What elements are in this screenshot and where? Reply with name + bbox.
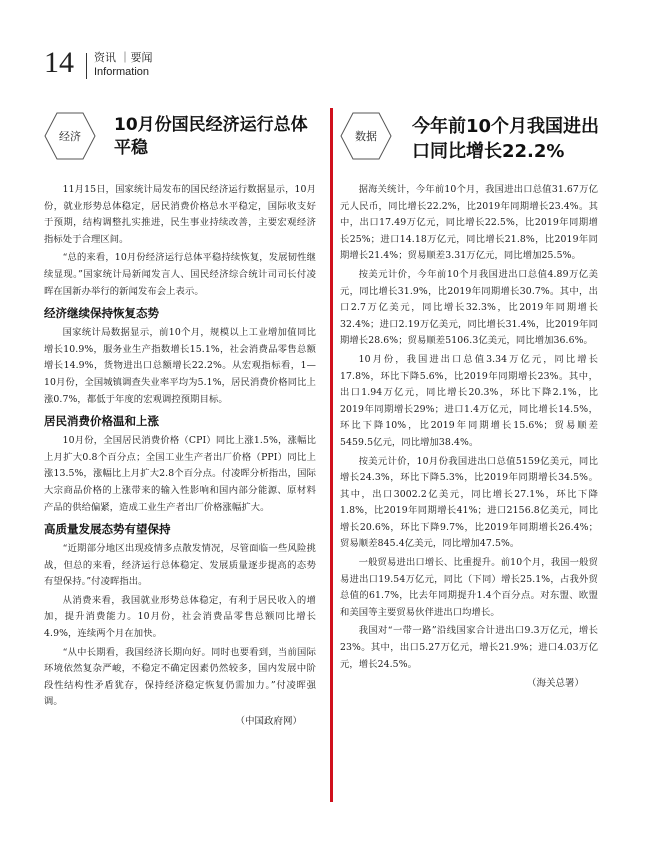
paragraph: “从中长期看，我国经济长期向好。同时也要看到，当前国际环境依然复杂严峻，不稳定不确定因素仍然较多，国内发展中阶段性结构性矛盾犹存，保持经济稳定恢复仍需加力。”付凌晖强调。 — [44, 646, 316, 708]
article-trade-data — [340, 110, 600, 690]
article-economy — [44, 110, 316, 728]
section-heading: 经济继续保持恢复态势 — [44, 306, 159, 321]
paragraph: “近期部分地区出现疫情多点散发情况，尽管面临一些风险挑战，但总的来看，经济运行总体稳定、发展质量逐步提高的态势有望保持。”付凌晖指出。 — [44, 543, 316, 588]
paragraph: 10月份，全国居民消费价格（CPI）同比上涨1.5%，涨幅比上月扩大0.8个百分点；全国工业生产者出厂价格（PPI）同比上涨13.5%，涨幅比上月扩大2.8个百分点。付凌晖分析指出，国际大宗商品价格的上涨带来的输入性影响和国内部分能源、原材料产品的供给偏紧，造成工业生产者出厂价格涨幅扩大。 — [44, 435, 316, 513]
paragraph: “总的来看，10月份经济运行总体平稳持续恢复，发展韧性继续显现。”国家统计局新闻发言人、国民经济综合统计司司长付凌晖在国新办举行的新闻发布会上表示。 — [44, 252, 316, 297]
category-tag: 数据 — [355, 130, 377, 143]
article-title-block — [44, 110, 316, 176]
article-title-block — [340, 110, 598, 176]
paragraph: 据海关统计，今年前10个月，我国进出口总值31.67万亿元人民币，同比增长22.2%，比2019年同期增长23.4%。其中，出口17.49万亿元，同比增长22.5%，比2019年同期增长25%；进口14.18万亿元，同比增长21.8%，比2019年同期增长21.4%；贸易顺差3.31万亿元，同比增加25.5%。 — [340, 184, 598, 262]
paragraph: 一般贸易进出口增长、比重提升。前10个月，我国一般贸易进出口19.54万亿元，同比（下同）增长25.1%，占我外贸总值的61.7%，比去年同期提升1.4个百分点。对东盟、欧盟和美国等主要贸易伙伴进出口均增长。 — [340, 557, 598, 618]
section-label-cn: 资讯 ｜要闻 — [94, 51, 153, 64]
article-title: 今年前10个月我国进出口同比增长22.2% — [412, 116, 600, 162]
article-title: 10月份国民经济运行总体平稳 — [114, 115, 308, 158]
paragraph: 我国对“一带一路”沿线国家合计进出口9.3万亿元，增长23%。其中，出口5.27万亿元，增长21.9%；进口4.03万亿元，增长24.5%。 — [340, 625, 598, 670]
paragraph: 按美元计价，10月份我国进出口总值5159亿美元，同比增长24.3%，环比下降5.3%，比2019年同期增长34.5%。其中，出口3002.2亿美元，同比增长27.1%，环比下降1.8%，比2019年同期增长41%；进口2156.8亿美元，同比增长20.6%，环比下降9.7%，比2019年同期增长26.4%；贸易顺差845.4亿美元，同比增加47.5%。 — [340, 455, 598, 550]
paragraph: 11月15日，国家统计局发布的国民经济运行数据显示，10月份，就业形势总体稳定，居民消费价格总水平稳定，国际收支好于预期，结构调整扎实推进，民生事业持续改善，主要宏观经济指标处于合理区间。 — [44, 184, 316, 245]
page-number: 14 — [44, 46, 74, 79]
paragraph: 按美元计价，今年前10个月我国进出口总值4.89万亿美元，同比增长31.9%，比2019年同期增长30.7%。其中，出口2.7万亿美元，同比增长32.3%，比2019年同期增长32.4%；进口2.19万亿美元，同比增长31.4%，比2019年同期增长28.6%；贸易顺差5106.3亿美元，同比增加36.6%。 — [340, 268, 598, 347]
header-divider — [86, 53, 87, 79]
article-source: （中国政府网） — [235, 716, 302, 728]
article-body — [44, 182, 316, 727]
article-body — [340, 182, 598, 689]
paragraph: 从消费来看，我国就业形势总体稳定，有利于居民收入的增加，提升消费能力。10月份，社会消费品零售总额同比增长4.9%，连续两个月在加快。 — [44, 594, 316, 640]
section-heading: 居民消费价格温和上涨 — [44, 414, 159, 429]
section-label-en: Information — [94, 66, 150, 78]
paragraph: 国家统计局数据显示，前10个月，规模以上工业增加值同比增长10.9%，服务业生产指数增长15.1%，社会消费品零售总额增长14.9%，货物进出口总额增长22.2%。从宏观指标看，1—10月份，全国城镇调查失业率平均为5.1%，居民消费价格同比上涨0.7%，都低于年度的宏观调控预期目标。 — [44, 327, 316, 405]
paragraph: 10月份，我国进出口总值3.34万亿元，同比增长17.8%，环比下降5.6%，比2019年同期增长23%。其中，出口1.94万亿元，同比增长20.3%，环比下降2.1%，比2019年同期增长29%；进口1.4万亿元，同比增长14.5%，环比下降10%，比2019年同期增长15.6%；贸易顺差5459.5亿元，同比增加38.4%。 — [340, 353, 598, 448]
category-tag: 经济 — [59, 130, 81, 143]
column-divider — [330, 108, 333, 802]
article-source: （海关总署） — [526, 678, 584, 690]
section-heading: 高质量发展态势有望保持 — [44, 522, 171, 537]
